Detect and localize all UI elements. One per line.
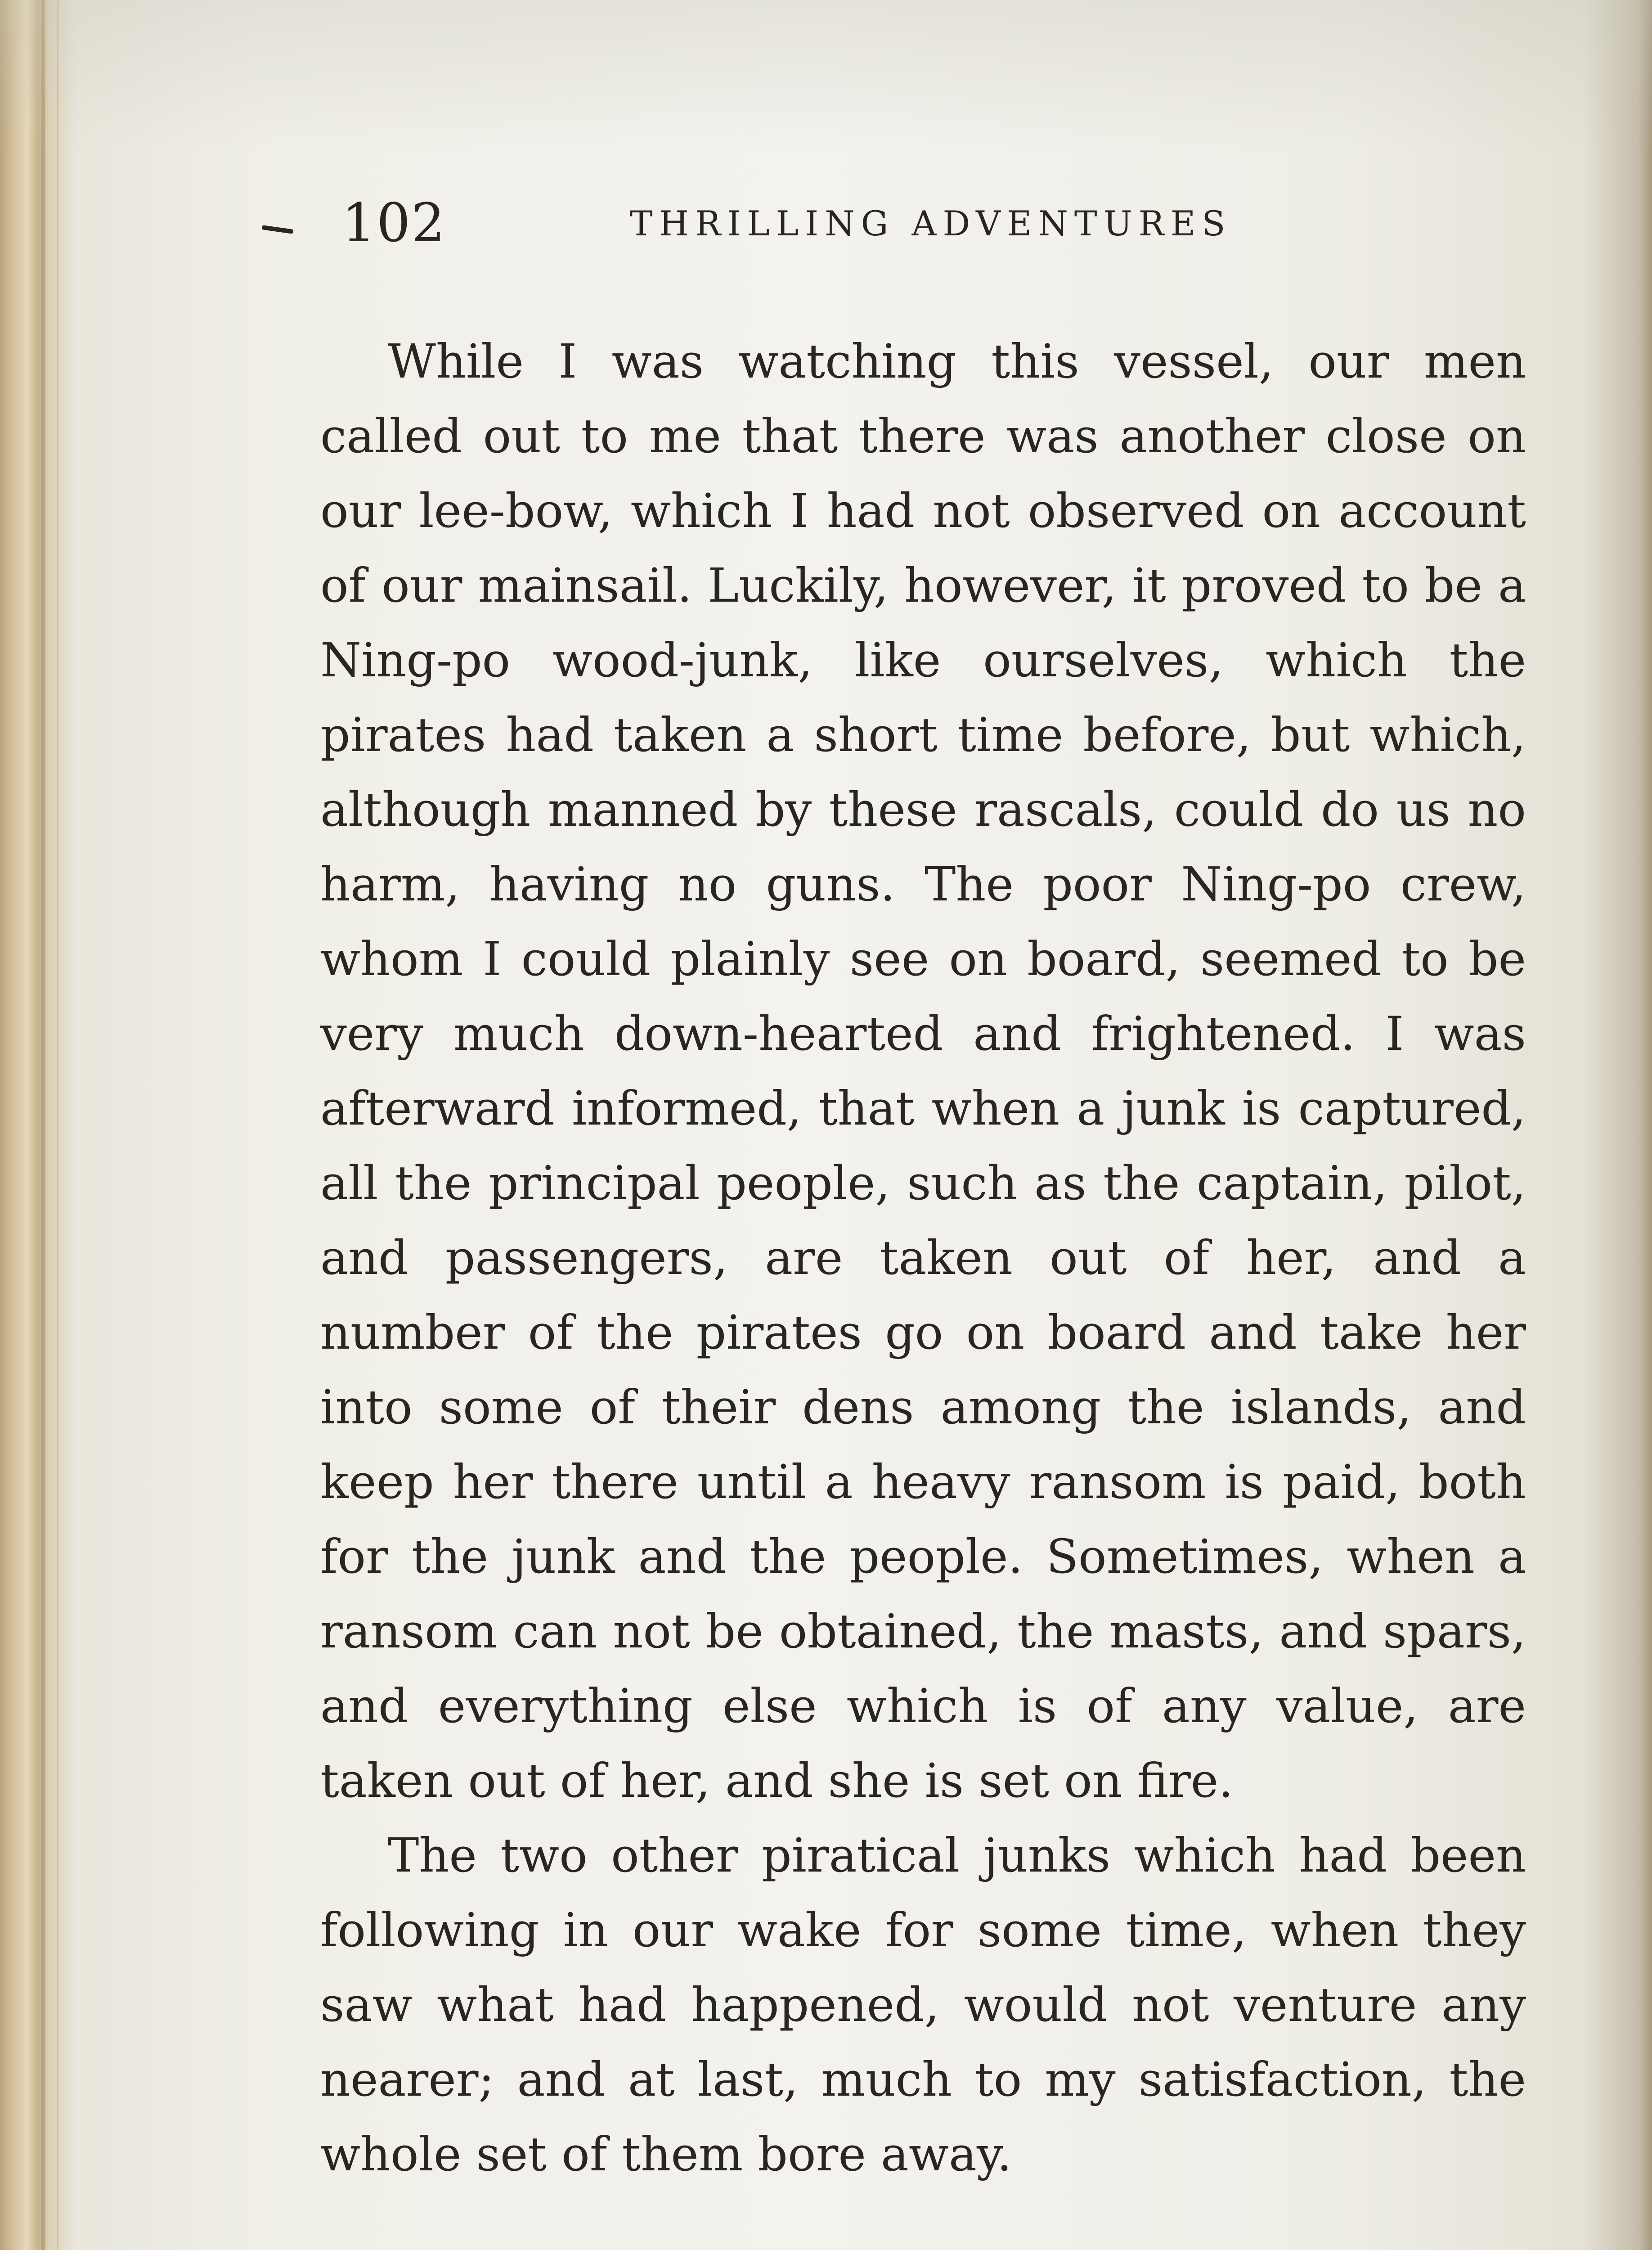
spine-edge — [57, 0, 58, 2250]
margin-mark — [262, 225, 294, 234]
paragraph-2: The two other piratical junks which had been following in our wake for some time, when they saw what had happened, would not venture any nearer; and at last, much to my satisfaction, the whole set of them bore away. — [320, 1828, 1526, 2182]
paragraph-1: While I was watching this vessel, our men called out to me that there was another close on our lee-bow, which I had not observed on account of our mainsail. Luckily, however, it proved to be a Ning-po wood-junk, like ourselves, which the pirates had taken a short time before, but which, although manned by these rascals, could do us no harm, having no guns. The poor Ning-po crew, whom I could plainly see on board, seemed to be very much down-hearted and frightened. I was afterward informed, that when a junk is captured, all the principal people, such as the captain, pilot, and passengers, are taken out of her, and a number of the pirates go on board and take her into some of their dens among the islands, and keep her there until a heavy ransom is paid, both for the junk and the people. Sometimes, when a ransom can not be obtained, the masts, and spars, and everything else which is of any value, are taken out of her, and she is set on fire. — [320, 334, 1526, 1808]
running-head — [342, 189, 1260, 256]
spine-shadow — [41, 0, 45, 2250]
body-text — [320, 324, 1526, 2192]
page-number: 102 — [342, 192, 446, 254]
running-title: THRILLING ADVENTURES — [630, 203, 1232, 243]
